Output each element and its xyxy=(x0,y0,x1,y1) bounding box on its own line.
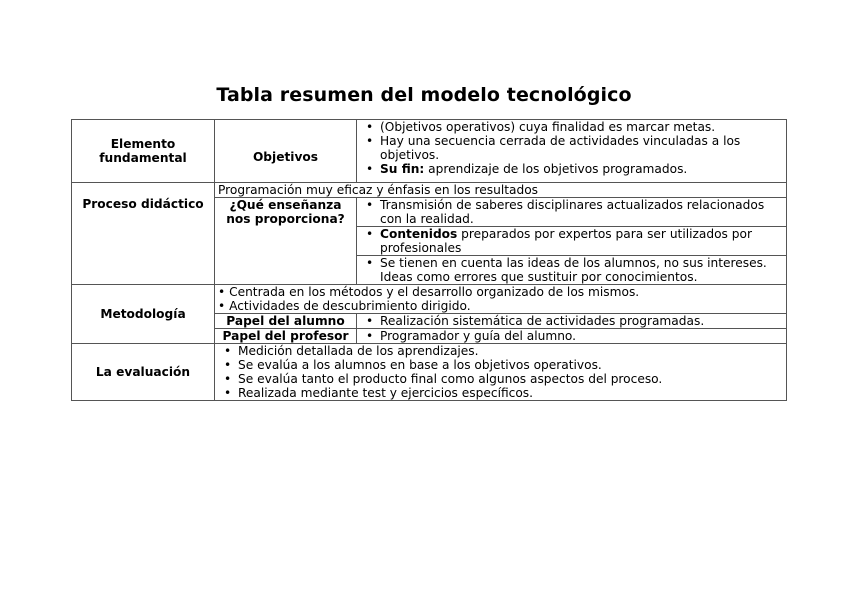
list-item: • Se tienen en cuenta las ideas de los alumnos, no sus intereses. Ideas como errores que sustituir por conocimientos. xyxy=(357,256,786,284)
cell-papel-profesor: Papel del profesor xyxy=(215,329,357,344)
summary-table xyxy=(71,119,787,401)
cell-proceso-intro: Programación muy eficaz y énfasis en los resultados xyxy=(215,183,787,198)
table-row-metodologia xyxy=(72,285,787,314)
table-row-proceso xyxy=(72,183,787,198)
cell-evaluacion: La evaluación xyxy=(72,344,215,401)
cell-proceso-items xyxy=(357,198,787,285)
list-item: • Se evalúa tanto el producto final como algunos aspectos del proceso. xyxy=(238,372,783,386)
table-row-header xyxy=(72,120,787,183)
list-item: • Centrada en los métodos y el desarrollo organizado de los mismos. xyxy=(218,285,783,299)
table-row-evaluacion xyxy=(72,344,787,401)
cell-proceso-didactico: Proceso didáctico xyxy=(72,183,215,285)
page-title: Tabla resumen del modelo tecnológico xyxy=(216,84,632,106)
list-item: • Contenidos preparados por expertos para ser utilizados por profesionales xyxy=(357,227,786,256)
list-item: • Actividades de descubrimiento dirigido. xyxy=(218,299,783,313)
list-item: • Transmisión de saberes disciplinares actualizados relacionados con la realidad. xyxy=(357,198,786,227)
list-item: • Su fin: aprendizaje de los objetivos programados. xyxy=(380,162,783,176)
cell-elemento-fundamental: Elemento fundamental xyxy=(72,120,215,183)
cell-metodologia: Metodología xyxy=(72,285,215,344)
cell-objetivos: Objetivos xyxy=(215,120,357,183)
cell-papel-alumno-text: • Realización sistemática de actividades programadas. xyxy=(357,314,787,329)
list-item: • Se evalúa a los alumnos en base a los objetivos operativos. xyxy=(238,358,783,372)
list-item: • (Objetivos operativos) cuya finalidad es marcar metas. xyxy=(380,120,783,134)
list-item: • Medición detallada de los aprendizajes. xyxy=(238,344,783,358)
cell-papel-alumno: Papel del alumno xyxy=(215,314,357,329)
cell-evaluacion-items xyxy=(215,344,787,401)
cell-question: ¿Qué enseñanza nos proporciona? xyxy=(215,198,357,285)
cell-papel-profesor-text: • Programador y guía del alumno. xyxy=(357,329,787,344)
list-item: • Hay una secuencia cerrada de actividades vinculadas a los objetivos. xyxy=(380,134,783,162)
objetivos-list xyxy=(360,120,783,176)
cell-metodologia-items xyxy=(215,285,787,314)
list-item: • Realizada mediante test y ejercicios específicos. xyxy=(238,386,783,400)
cell-objetivos-list xyxy=(357,120,787,183)
